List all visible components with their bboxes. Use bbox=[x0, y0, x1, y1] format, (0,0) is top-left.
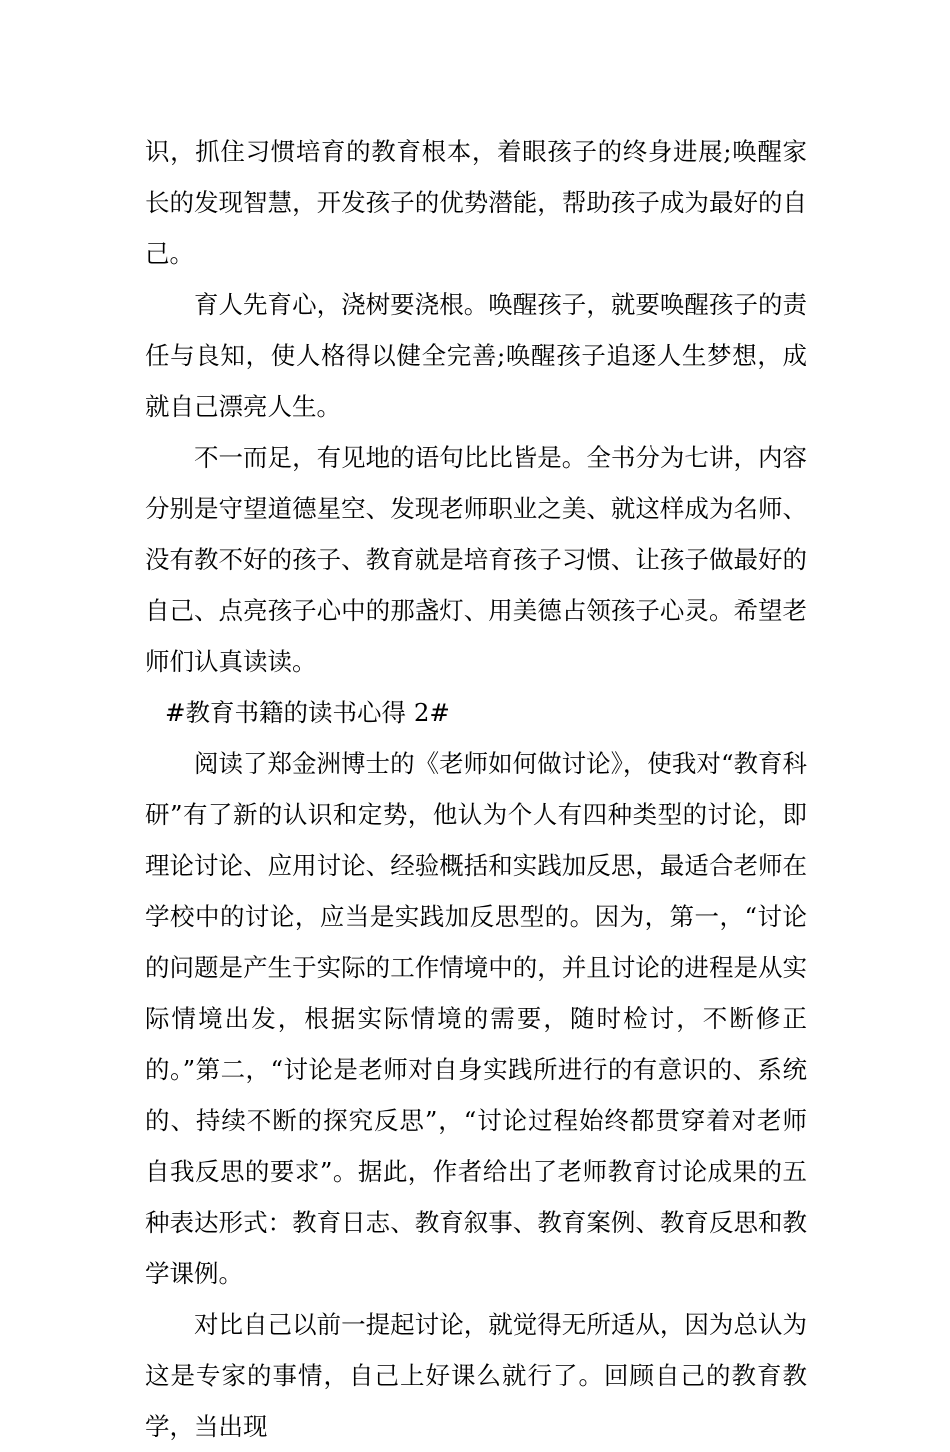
document-body bbox=[145, 126, 807, 1452]
paragraph: 育人先育心，浇树要浇根。唤醒孩子，就要唤醒孩子的责任与良知，使人格得以健全完善;唤醒孩子追逐人生梦想，成就自己漂亮人生。 bbox=[145, 290, 807, 421]
paragraph: 对比自己以前一提起讨论，就觉得无所适从，因为总认为这是专家的事情，自己上好课么就行了。回顾自己的教育教学，当出现 bbox=[145, 1310, 807, 1441]
paragraph: 阅读了郑金洲博士的《老师如何做讨论》，使我对“教育科研”有了新的认识和定势，他认为个人有四种类型的讨论，即理论讨论、应用讨论、经验概括和实践加反思，最适合老师在学校中的讨论，应当是实践加反思型的。因为，第一，“讨论的问题是产生于实际的工作情境中的，并且讨论的进程是从实际情境出发，根据实际情境的需要，随时检讨，不断修正的。”第二，“讨论是老师对自身实践所进行的有意识的、系统的、持续不断的探究反思”，“讨论过程始终都贯穿着对老师自我反思的要求”。据此，作者给出了老师教育讨论成果的五种表达形式：教育日志、教育叙事、教育案例、教育反思和教学课例。 bbox=[145, 749, 807, 1288]
paragraph: 不一而足，有见地的语句比比皆是。全书分为七讲，内容分别是守望道德星空、发现老师职业之美、就这样成为名师、没有教不好的孩子、教育就是培育孩子习惯、让孩子做最好的自己、点亮孩子心中的那盏灯、用美德占领孩子心灵。希望老师们认真读读。 bbox=[145, 443, 807, 676]
paragraph-continued: 识，抓住习惯培育的教育根本，着眼孩子的终身进展;唤醒家长的发现智慧，开发孩子的优势潜能，帮助孩子成为最好的自己。 bbox=[145, 137, 807, 268]
section-heading: #教育书籍的读书心得 2# bbox=[165, 698, 450, 727]
